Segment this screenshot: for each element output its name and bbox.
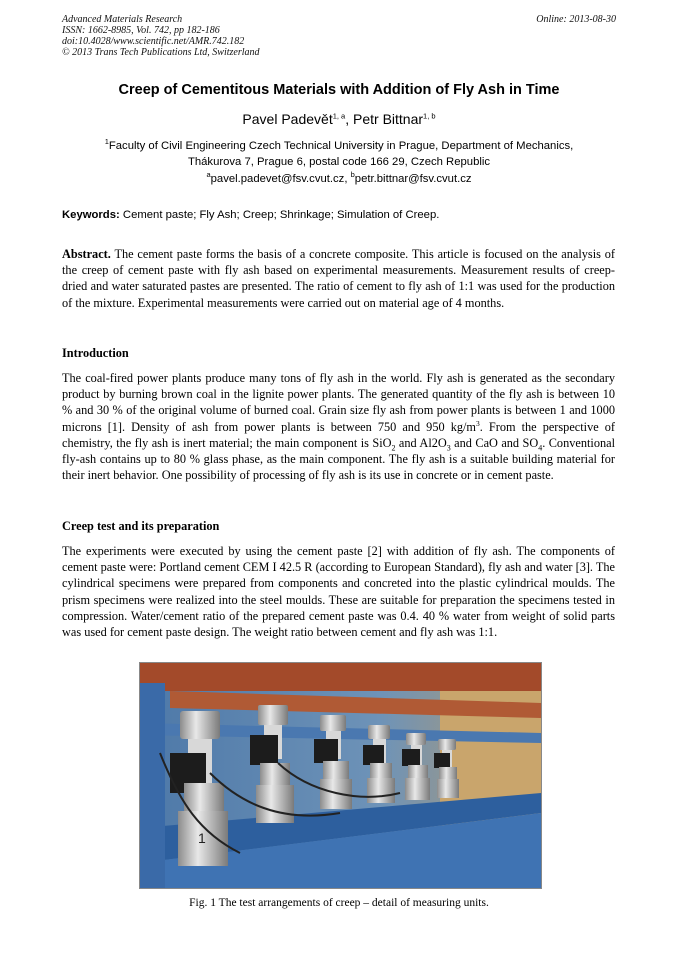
figure-photo-creep-units [139, 662, 542, 889]
intro-paragraph [62, 370, 615, 483]
superscript: 3 [475, 418, 480, 428]
subscript: 2 [391, 443, 396, 453]
section-heading-creep-test: Creep test and its preparation [62, 519, 220, 533]
specimen-number: 1 [198, 830, 206, 846]
creep-rig-photo [140, 663, 541, 888]
journal-header [62, 14, 260, 58]
online-date: Online: 2013-08-30 [536, 14, 616, 25]
intro-text: and CaO and SO [450, 435, 539, 450]
keywords [62, 209, 439, 221]
email-link[interactable]: pavel.padevet@fsv.cvut.cz [210, 173, 345, 185]
affil-sup: 1 [104, 137, 109, 147]
intro-text: . Conventional fly-ash contains up to 80 % glass phase, as the main component. The fly ash is a suitable building material for their inert behavior. One possibility of processing of fly ash is its use in concrete or in cement paste. [62, 435, 615, 483]
author-name: Petr Bittnar [353, 111, 424, 127]
abstract-text: The cement paste forms the basis of a concrete composite. This article is focused on the analysis of the creep of cement paste with fly ash based on experimental measurements. Measurement results of creep-dried and water saturated pastes are presented. The ratio of cement to fly ash of 1:1 was used for the production of the mixture. Experimental measurements were carried out on material age of 4 months. [62, 247, 615, 310]
subscript: 3 [446, 443, 451, 453]
keywords-label: Keywords: [62, 209, 120, 221]
keywords-text: Cement paste; Fly Ash; Creep; Shrinkage; Simulation of Creep. [119, 209, 440, 221]
journal-name: Advanced Materials Research [62, 14, 183, 25]
affil-line: Thákurova 7, Prague 6, postal code 166 29, Czech Republic [187, 156, 491, 168]
paper-title: Creep of Cementitous Materials with Addition of Fly Ash in Time [118, 82, 560, 98]
email-link[interactable]: petr.bittnar@fsv.cvut.cz [354, 173, 472, 185]
subscript: 4 [538, 443, 543, 453]
section-heading-introduction: Introduction [62, 346, 129, 360]
author-name: Pavel Padevět [242, 111, 333, 127]
intro-text: and Al2O [395, 435, 447, 450]
journal-doi: doi:10.4028/www.scientific.net/AMR.742.182 [62, 36, 245, 47]
affil-line: Faculty of Civil Engineering Czech Technical University in Prague, Department of Mechanics, [108, 140, 574, 152]
affiliation [0, 138, 678, 170]
figure-caption: Fig. 1 The test arrangements of creep – detail of measuring units. [189, 897, 489, 909]
journal-issn: ISSN: 1662-8985, Vol. 742, pp 182-186 [62, 25, 220, 36]
email-sup: a [206, 170, 211, 180]
intro-text: . From the perspective of chemistry, the fly ash is inert material; the main component is SiO [62, 419, 616, 450]
email-sup: b [350, 170, 355, 180]
author-affil-sup: 1, b [423, 111, 436, 121]
abstract-label: Abstract. [62, 247, 111, 261]
author-list [0, 111, 678, 127]
abstract-paragraph [62, 246, 615, 311]
intro-text: The coal-fired power plants produce many tons of fly ash in the world. Fly ash is generated as the secondary product by burning brown coal in the lignite power plants. The generated quantity of the fly ash is between 10 % and 30 % of the original volume of burned coal. Grain size fly ash from power plants is between 1 and 1000 microns [1]. Density of ash from power plants is between 750 and 950 kg/m [62, 371, 615, 434]
journal-copyright: © 2013 Trans Tech Publications Ltd, Switzerland [62, 47, 260, 58]
email-separator: , [344, 173, 351, 185]
author-emails [0, 170, 678, 185]
author-separator: , [345, 111, 354, 127]
creep-paragraph: The experiments were executed by using the cement paste [2] with addition of fly ash. The components of cement paste were: Portland cement CEM I 42.5 R (according to European Standard), fly ash and water [3]. The cylindrical specimens were prepared from components and concreted into the plastic cylindrical moulds. The prism specimens were realized into the steel moulds. These are suitable for preparation the specimens tested in compression. Water/cement ratio of the prepared cement paste was 0.4. 40 % water from weight of solid parts was used for cement paste design. The weight ratio between cement and fly ash was 1:1. [62, 544, 615, 640]
author-affil-sup: 1, a [332, 111, 346, 121]
